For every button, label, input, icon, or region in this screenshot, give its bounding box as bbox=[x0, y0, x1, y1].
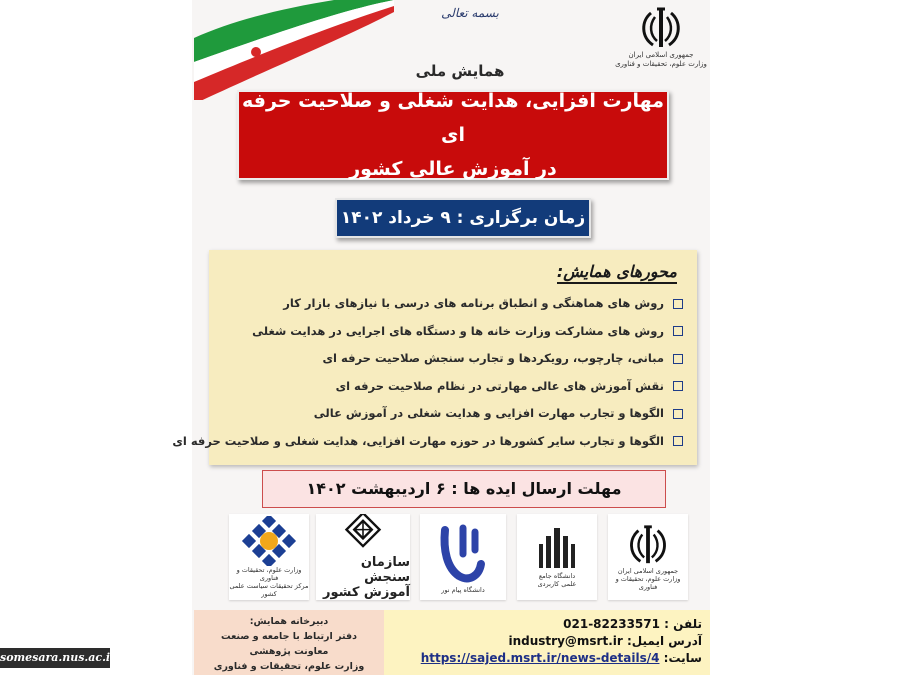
logo-ministry bbox=[608, 514, 688, 600]
checkbox-icon bbox=[673, 299, 683, 309]
logo-caption: وزارت علوم، تحقیقات و فناوری bbox=[236, 566, 302, 582]
secretariat-line: معاونت پژوهشی bbox=[249, 646, 329, 657]
checkbox-icon bbox=[673, 436, 683, 446]
contact-email-row bbox=[384, 633, 702, 650]
axes-item: مبانی، چارچوب، رویکردها و تجارب سنجش صلاحیت حرفه ای bbox=[219, 345, 683, 373]
logo-uast bbox=[517, 514, 597, 600]
iran-emblem-icon bbox=[625, 523, 671, 567]
axes-item: روش های مشارکت وزارت خانه ها و دستگاه های اجرایی در هدایت شغلی bbox=[219, 318, 683, 346]
secretariat-line: دفتر ارتباط با جامعه و صنعت bbox=[221, 631, 357, 642]
conference-type: همایش ملی bbox=[415, 62, 505, 80]
phone-label: تلفن : bbox=[664, 617, 702, 631]
ministry-emblem-header bbox=[612, 5, 710, 85]
axes-item: الگوها و تجارب مهارت افزایی و هدایت شغلی در آموزش عالی bbox=[219, 400, 683, 428]
phone-value: 021-82233571 bbox=[563, 617, 660, 631]
logo-caption: دانشگاه پیام نور bbox=[441, 586, 485, 594]
email-label: آدرس ایمیل: bbox=[627, 634, 702, 648]
secretariat-line: وزارت علوم، تحقیقات و فناوری bbox=[213, 661, 365, 672]
contact-phone-row bbox=[384, 616, 702, 633]
ministry-caption-line1: جمهوری اسلامی ایران bbox=[628, 51, 694, 59]
secretariat-heading: دبیرخانه همایش: bbox=[249, 616, 329, 627]
ministry-caption-line2: وزارت علوم، تحقیقات و فناوری bbox=[615, 60, 707, 68]
logo-caption: سازمان سنجش آموزش کشور bbox=[322, 555, 410, 600]
logo-caption: وزارت علوم، تحقیقات و فناوری bbox=[615, 575, 681, 591]
axes-heading: محورهای همایش: bbox=[557, 262, 677, 284]
logo-payam-noor bbox=[420, 514, 506, 600]
logo-caption: جمهوری اسلامی ایران bbox=[617, 567, 679, 575]
logo-caption: دانشگاه جامع bbox=[538, 572, 576, 580]
checkbox-icon bbox=[673, 326, 683, 336]
bismillah-text: بسمه تعالی bbox=[441, 6, 499, 20]
email-link[interactable]: industry@msrt.ir bbox=[508, 634, 623, 648]
checkbox-icon bbox=[673, 381, 683, 391]
conference-title-banner bbox=[237, 90, 669, 180]
axes-item: روش های هماهنگی و انطباق برنامه های درسی با نیازهای بازار کار bbox=[219, 290, 683, 318]
uast-logo-icon bbox=[537, 526, 577, 572]
logo-science-policy-center bbox=[229, 514, 309, 600]
checkbox-icon bbox=[673, 354, 683, 364]
source-watermark: somesara.nus.ac.ir bbox=[0, 648, 110, 668]
axes-list bbox=[172, 290, 683, 455]
site-label: سایت: bbox=[663, 651, 702, 665]
iran-emblem-icon bbox=[637, 5, 685, 51]
logo-caption: مرکز تحقیقات سیاست علمی کشور bbox=[229, 582, 309, 598]
science-policy-logo-icon bbox=[239, 516, 299, 566]
logo-caption: علمی کاربردی bbox=[537, 580, 577, 588]
axes-item: الگوها و تجارب سایر کشورها در حوزه مهارت افزایی، هدایت شغلی و صلاحیت حرفه ای bbox=[219, 428, 683, 456]
contact-panel bbox=[384, 610, 710, 675]
checkbox-icon bbox=[673, 409, 683, 419]
payam-noor-logo-icon bbox=[433, 520, 493, 586]
event-date-banner: زمان برگزاری : ۹ خرداد ۱۴۰۲ bbox=[335, 198, 591, 238]
axes-item: نقش آموزش های عالی مهارتی در نظام صلاحیت حرفه ای bbox=[219, 373, 683, 401]
conference-axes-panel bbox=[172, 250, 697, 465]
title-line-1: مهارت افزایی، هدایت شغلی و صلاحیت حرفه ای bbox=[242, 90, 664, 146]
secretariat-panel bbox=[194, 610, 384, 675]
title-line-2: در آموزش عالی کشور bbox=[349, 158, 557, 180]
submission-deadline-banner: مهلت ارسال ایده ها : ۶ اردیبهشت ۱۴۰۲ bbox=[262, 470, 666, 508]
site-link[interactable]: https://sajed.msrt.ir/news-details/4 bbox=[420, 651, 660, 665]
contact-site-row bbox=[384, 650, 702, 667]
sanjesh-logo-icon bbox=[338, 514, 388, 553]
logo-sanjesh bbox=[316, 514, 410, 600]
